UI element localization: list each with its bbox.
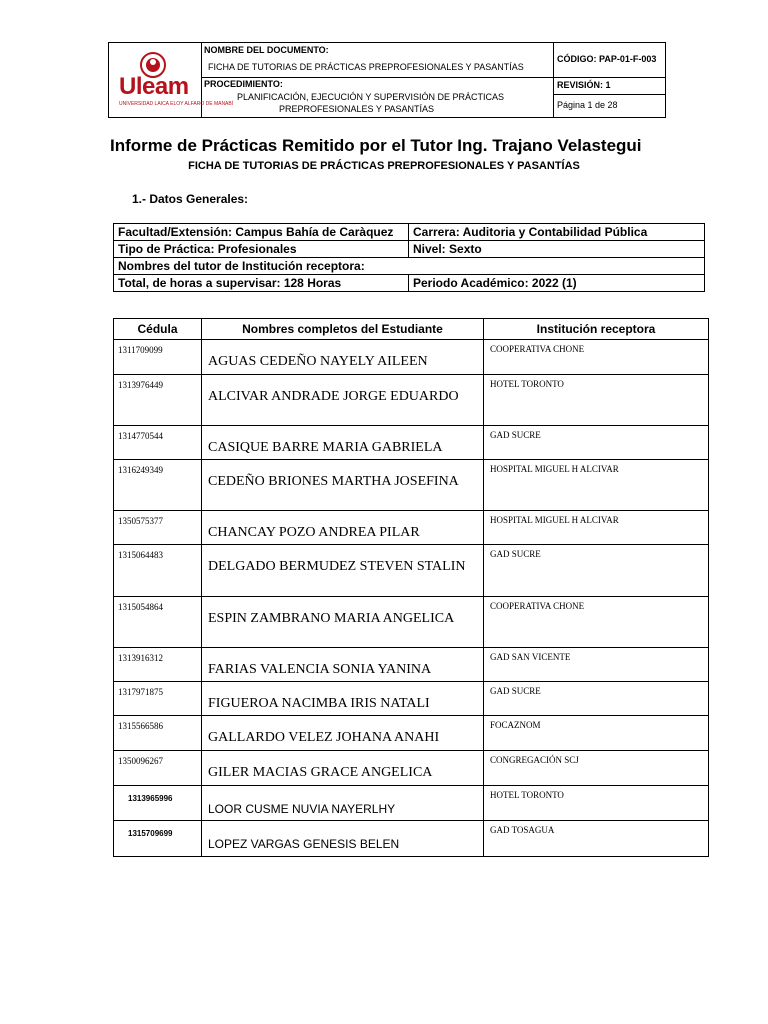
tutor-cell: Nombres del tutor de Institución receptora: (114, 258, 705, 275)
student-id-cell: 1315064483 (114, 545, 202, 597)
table-row (114, 511, 709, 545)
table-row (114, 426, 709, 460)
student-name-cell: FARIAS VALENCIA SONIA YANINA (202, 648, 484, 682)
student-name-cell: GILER MACIAS GRACE ANGELICA (202, 751, 484, 786)
institution-cell: GAD SAN VICENTE (484, 648, 709, 682)
student-id-cell: 1313916312 (114, 648, 202, 682)
table-row (114, 786, 709, 821)
institution-cell: FOCAZNOM (484, 716, 709, 751)
doc-name-label: NOMBRE DEL DOCUMENTO: (204, 45, 329, 55)
student-name-cell: CASIQUE BARRE MARIA GABRIELA (202, 426, 484, 460)
hours-cell: Total, de horas a supervisar: 128 Horas (114, 275, 409, 292)
institution-cell: HOTEL TORONTO (484, 786, 709, 821)
institution-cell: COOPERATIVA CHONE (484, 597, 709, 648)
report-title: Informe de Prácticas Remitido por el Tutor Ing. Trajano Velastegui (110, 136, 642, 155)
student-name-cell: LOOR CUSME NUVIA NAYERLHY (202, 786, 484, 821)
student-id-cell: 1315566586 (114, 716, 202, 751)
student-name-cell: ESPIN ZAMBRANO MARIA ANGELICA (202, 597, 484, 648)
period-cell: Periodo Académico: 2022 (1) (409, 275, 705, 292)
doc-revision: REVISIÓN: 1 (557, 80, 611, 90)
logo-text: Uleam (119, 73, 189, 100)
faculty-cell: Facultad/Extensión: Campus Bahía de Caràquez (114, 224, 409, 241)
institution-cell: COOPERATIVA CHONE (484, 340, 709, 375)
student-id-cell: 1350096267 (114, 751, 202, 786)
level-cell: Nivel: Sexto (409, 241, 705, 258)
student-id-cell: 1314770544 (114, 426, 202, 460)
doc-name-value: FICHA DE TUTORIAS DE PRÁCTICAS PREPROFESIONALES Y PASANTÍAS (208, 62, 524, 72)
student-id-cell: 1350575377 (114, 511, 202, 545)
career-cell: Carrera: Auditoria y Contabilidad Pública (409, 224, 705, 241)
table-row (114, 545, 709, 597)
col-header-id: Cédula (114, 319, 202, 340)
student-id-cell: 1317971875 (114, 682, 202, 716)
table-row (114, 716, 709, 751)
student-id-cell: 1311709099 (114, 340, 202, 375)
table-row (114, 682, 709, 716)
students-table (113, 318, 709, 857)
student-id-cell: 1315709699 (114, 821, 202, 857)
report-subtitle: FICHA DE TUTORIAS DE PRÁCTICAS PREPROFESIONALES Y PASANTÍAS (188, 160, 580, 172)
institution-cell: HOTEL TORONTO (484, 375, 709, 426)
student-name-cell: DELGADO BERMUDEZ STEVEN STALIN (202, 545, 484, 597)
general-data-table (113, 223, 705, 292)
student-name-cell: AGUAS CEDEÑO NAYELY AILEEN (202, 340, 484, 375)
doc-page: Página 1 de 28 (557, 100, 618, 110)
doc-code: CÓDIGO: PAP-01-F-003 (557, 54, 657, 64)
student-id-cell: 1315054864 (114, 597, 202, 648)
table-row (114, 340, 709, 375)
table-row (114, 375, 709, 426)
institution-cell: GAD SUCRE (484, 682, 709, 716)
student-id-cell: 1316249349 (114, 460, 202, 511)
procedure-label: PROCEDIMIENTO: (204, 79, 283, 89)
institution-cell: CONGREGACIÓN SCJ (484, 751, 709, 786)
student-name-cell: LOPEZ VARGAS GENESIS BELEN (202, 821, 484, 857)
table-row (114, 597, 709, 648)
institution-cell: GAD SUCRE (484, 545, 709, 597)
procedure-line1: PLANIFICACIÓN, EJECUCIÓN Y SUPERVISIÓN DE PRÁCTICAS (237, 92, 505, 102)
logo-subtext: UNIVERSIDAD LAICA ELOY ALFARO DE MANABÍ (119, 101, 234, 107)
institution-cell: HOSPITAL MIGUEL H ALCIVAR (484, 511, 709, 545)
student-name-cell: GALLARDO VELEZ JOHANA ANAHI (202, 716, 484, 751)
logo-cell (109, 43, 234, 117)
table-row (114, 648, 709, 682)
student-name-cell: CHANCAY POZO ANDREA PILAR (202, 511, 484, 545)
institution-cell: GAD TOSAGUA (484, 821, 709, 857)
table-row (114, 751, 709, 786)
student-name-cell: FIGUEROA NACIMBA IRIS NATALI (202, 682, 484, 716)
practice-type-cell: Tipo de Práctica: Profesionales (114, 241, 409, 258)
col-header-name: Nombres completos del Estudiante (202, 319, 484, 340)
col-header-institution: Institución receptora (484, 319, 709, 340)
procedure-line2: PREPROFESIONALES Y PASANTÍAS (279, 104, 435, 114)
institution-cell: HOSPITAL MIGUEL H ALCIVAR (484, 460, 709, 511)
section-heading: 1.- Datos Generales: (132, 192, 249, 206)
student-id-cell: 1313965996 (114, 786, 202, 821)
document-header (108, 42, 666, 118)
table-row (114, 821, 709, 857)
student-id-cell: 1313976449 (114, 375, 202, 426)
students-table-body (114, 340, 709, 857)
table-row (114, 460, 709, 511)
student-name-cell: CEDEÑO BRIONES MARTHA JOSEFINA (202, 460, 484, 511)
student-name-cell: ALCIVAR ANDRADE JORGE EDUARDO (202, 375, 484, 426)
institution-cell: GAD SUCRE (484, 426, 709, 460)
